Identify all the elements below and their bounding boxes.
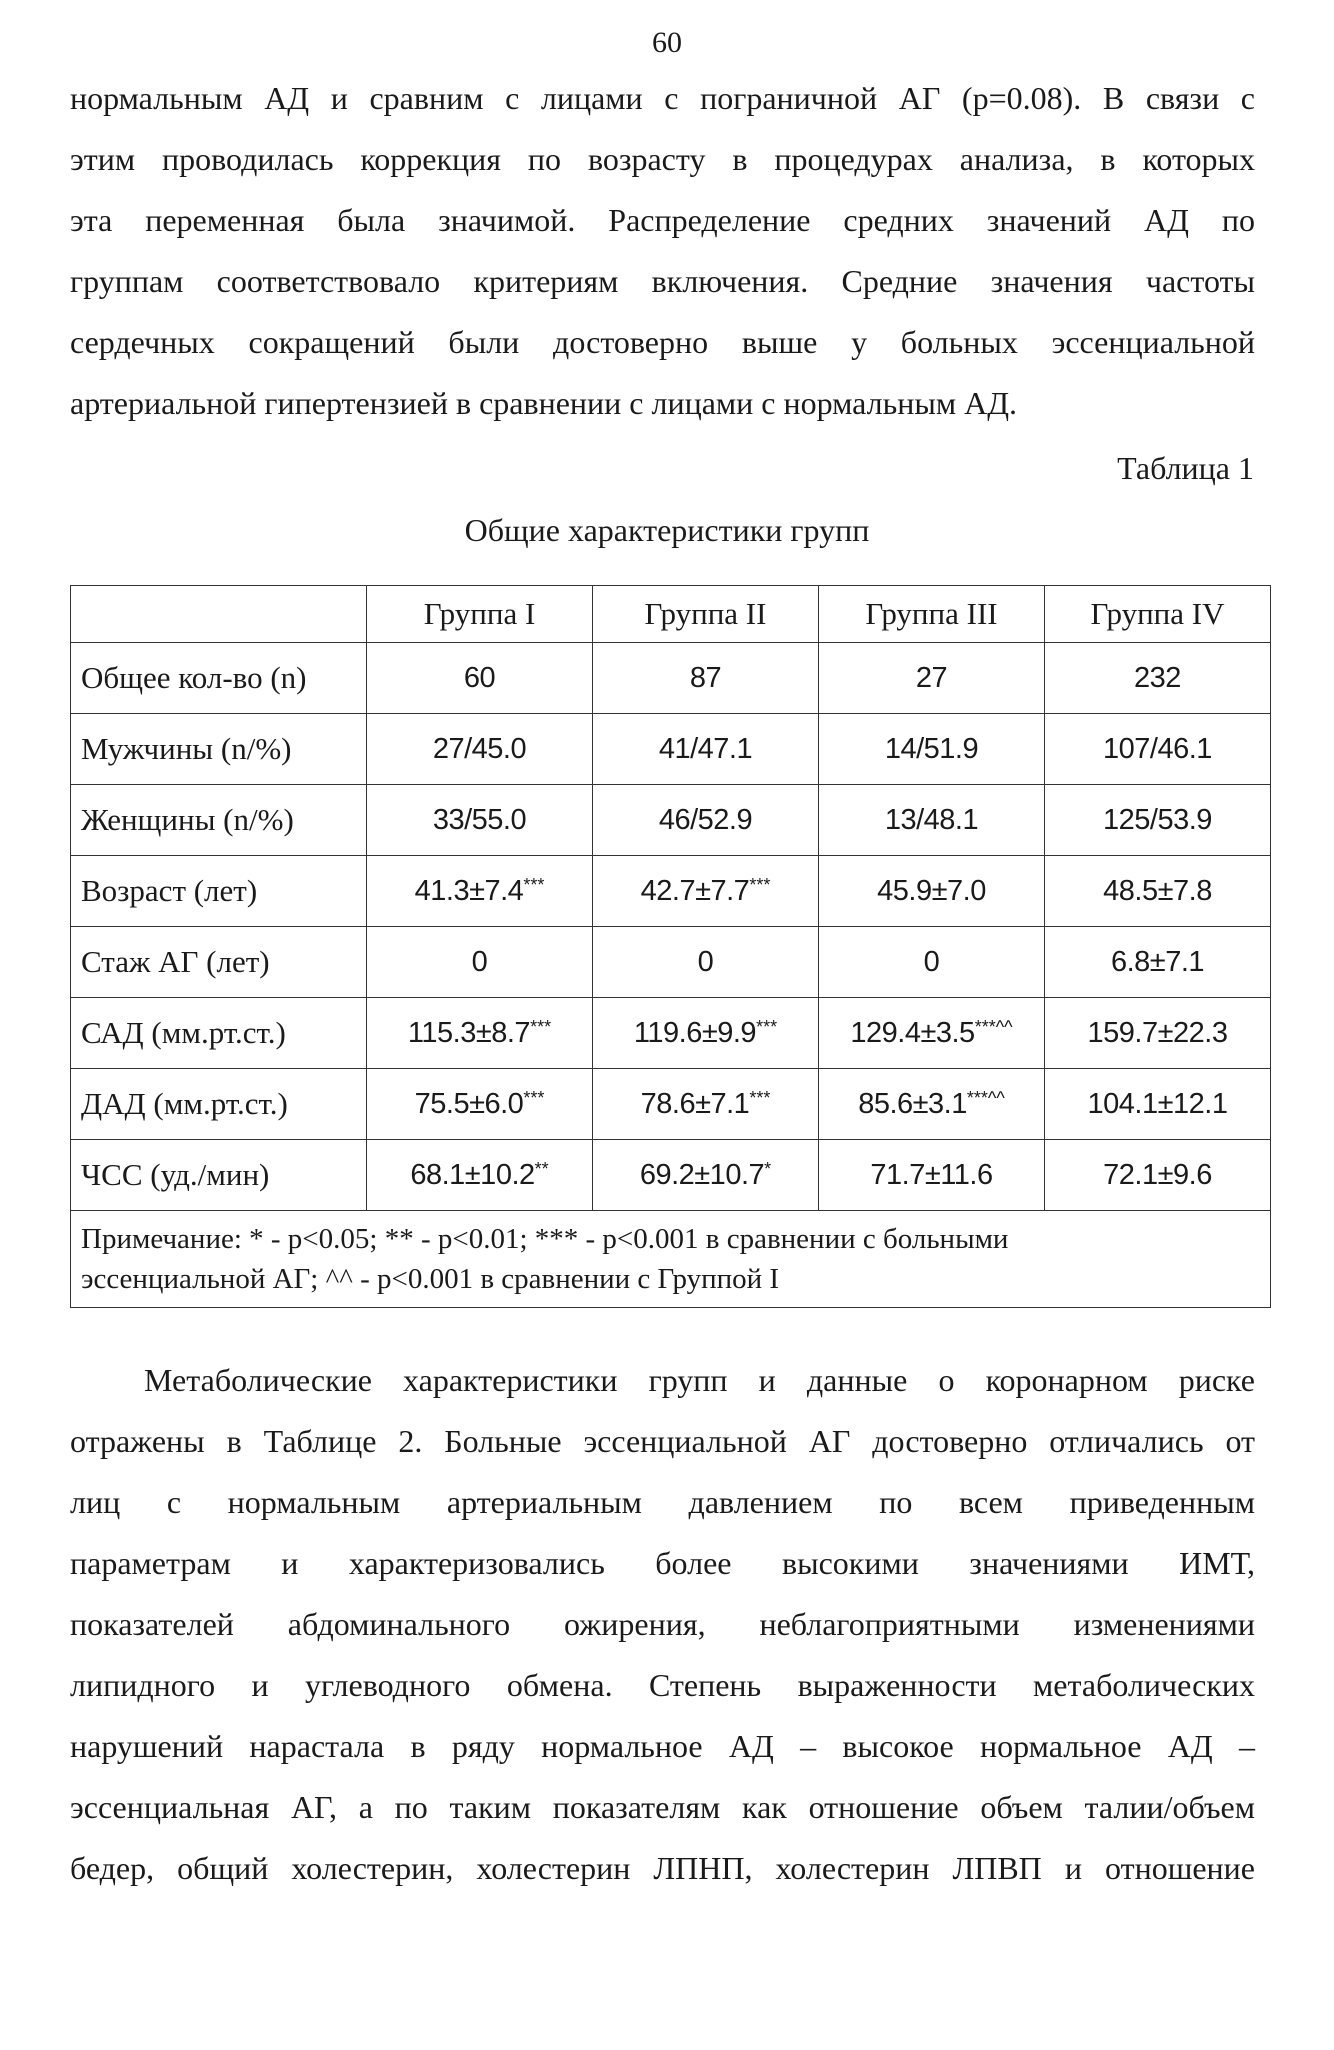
row-label: ДАД (мм.рт.ст.) (71, 1069, 367, 1140)
header-cell: Группа IV (1045, 586, 1271, 643)
significance-mark: *** (530, 1016, 552, 1037)
cell-value: 85.6±3.1 (858, 1087, 967, 1120)
row-label: Стаж АГ (лет) (71, 927, 367, 998)
text-line: эта переменная была значимой. Распределение средних значений АД по (70, 202, 1255, 238)
cell-value: 46/52.9 (658, 803, 753, 836)
table-cell (1045, 856, 1271, 927)
table-cell (1045, 1140, 1271, 1211)
row-label: САД (мм.рт.ст.) (71, 998, 367, 1069)
table-cell (593, 1140, 819, 1211)
table-cell (819, 856, 1045, 927)
table-cell (819, 1069, 1045, 1140)
row-label: Возраст (лет) (71, 856, 367, 927)
table-note (71, 1211, 1271, 1308)
table-cell (819, 1140, 1045, 1211)
table-cell (1045, 785, 1271, 856)
significance-mark: ***^^ (966, 1087, 1005, 1108)
cell-value: 14/51.9 (884, 732, 979, 765)
cell-value: 60 (463, 661, 496, 694)
cell-value: 78.6±7.1 (640, 1087, 750, 1120)
row-label: Женщины (n/%) (71, 785, 367, 856)
table-cell (1045, 1069, 1271, 1140)
cell-value: 119.6±9.9 (633, 1016, 757, 1049)
table-cell (1045, 714, 1271, 785)
significance-mark: *** (749, 1087, 771, 1108)
note-line: Примечание: * - p<0.05; ** - p<0.01; *** - p<0.001 в сравнении с больными (81, 1223, 1009, 1255)
table-cell (367, 927, 593, 998)
cell-value: 125/53.9 (1103, 803, 1212, 836)
table-cell (593, 927, 819, 998)
text-line: этим проводилась коррекция по возрасту в процедурах анализа, в которых (70, 141, 1255, 177)
text-line: нарушений нарастала в ряду нормальное АД – высокое нормальное АД – (70, 1728, 1255, 1764)
significance-mark: *** (749, 874, 771, 895)
table-label: Таблица 1 (1117, 450, 1254, 486)
cell-value: 48.5±7.8 (1103, 874, 1212, 907)
table-row (71, 643, 1271, 714)
table-cell (1045, 927, 1271, 998)
cell-value: 159.7±22.3 (1087, 1016, 1228, 1049)
cell-value: 232 (1134, 661, 1181, 694)
text-line: эссенциальная АГ, а по таким показателям как отношение объем талии/объем (70, 1789, 1255, 1825)
page-number: 60 (652, 26, 682, 59)
significance-mark: *** (523, 874, 545, 895)
table-cell (367, 998, 593, 1069)
cell-value: 72.1±9.6 (1103, 1158, 1212, 1191)
significance-mark: *** (523, 1087, 545, 1108)
table-cell (367, 1069, 593, 1140)
table-cell (593, 785, 819, 856)
cell-value: 33/55.0 (432, 803, 527, 836)
cell-value: 0 (471, 945, 488, 978)
text-line: отражены в Таблице 2. Больные эссенциальной АГ достоверно отличались от (70, 1423, 1255, 1459)
table-row (71, 998, 1271, 1069)
cell-value: 107/46.1 (1103, 732, 1212, 765)
cell-value: 115.3±8.7 (407, 1016, 531, 1049)
significance-mark: ***^^ (974, 1016, 1013, 1037)
table-cell (819, 714, 1045, 785)
row-label: Мужчины (n/%) (71, 714, 367, 785)
text-line: параметрам и характеризовались более высокими значениями ИМТ, (70, 1545, 1255, 1581)
cell-value: 6.8±7.1 (1110, 945, 1205, 978)
cell-value: 42.7±7.7 (640, 874, 750, 907)
cell-value: 71.7±11.6 (870, 1158, 993, 1191)
text-line: лиц с нормальным артериальным давлением по всем приведенным (70, 1484, 1255, 1520)
cell-value: 68.1±10.2 (410, 1158, 535, 1191)
table-row (71, 714, 1271, 785)
header-cell: Группа II (593, 586, 819, 643)
cell-value: 0 (697, 945, 714, 978)
table-row (71, 1069, 1271, 1140)
cell-value: 41.3±7.4 (414, 874, 524, 907)
text-line: нормальным АД и сравним с лицами с пограничной АГ (p=0.08). В связи с (70, 80, 1255, 116)
header-cell (71, 586, 367, 643)
row-label: ЧСС (уд./мин) (71, 1140, 367, 1211)
cell-value: 0 (923, 945, 940, 978)
table-cell (1045, 643, 1271, 714)
table-cell (593, 643, 819, 714)
table-cell (593, 714, 819, 785)
table-row (71, 927, 1271, 998)
cell-value: 87 (689, 661, 722, 694)
table-header-row (71, 586, 1271, 643)
cell-value: 129.4±3.5 (850, 1016, 975, 1049)
row-label: Общее кол-во (n) (71, 643, 367, 714)
header-cell: Группа I (367, 586, 593, 643)
paragraph-metabolic (70, 1350, 1255, 1899)
table-cell (593, 856, 819, 927)
text-line: группам соответствовало критериям включения. Средние значения частоты (70, 263, 1255, 299)
table-cell (819, 998, 1045, 1069)
cell-value: 41/47.1 (658, 732, 753, 765)
cell-value: 104.1±12.1 (1087, 1087, 1228, 1120)
table-cell (367, 643, 593, 714)
significance-mark: ** (534, 1158, 549, 1179)
text-line: бедер, общий холестерин, холестерин ЛПНП, холестерин ЛПВП и отношение (70, 1850, 1255, 1886)
table-cell (367, 856, 593, 927)
table-cell (819, 785, 1045, 856)
cell-value: 13/48.1 (884, 803, 979, 836)
cell-value: 27 (915, 661, 948, 694)
cell-value: 27/45.0 (432, 732, 527, 765)
table-row (71, 856, 1271, 927)
table-cell (1045, 998, 1271, 1069)
paragraph-intro (70, 68, 1255, 434)
table-cell (819, 643, 1045, 714)
table-cell (367, 714, 593, 785)
text-line: Метаболические характеристики групп и данные о коронарном риске (144, 1362, 1255, 1398)
table-row (71, 1140, 1271, 1211)
table-cell (367, 1140, 593, 1211)
cell-value: 45.9±7.0 (877, 874, 986, 907)
table-cell (593, 998, 819, 1069)
group-characteristics-table (70, 585, 1271, 1308)
table-note-row (71, 1211, 1271, 1308)
text-line: сердечных сокращений были достоверно выше у больных эссенциальной (70, 324, 1255, 360)
table-row (71, 785, 1271, 856)
note-line: эссенциальной АГ; ^^ - p<0.001 в сравнении с Группой I (81, 1263, 780, 1295)
table-cell (593, 1069, 819, 1140)
text-line: артериальной гипертензией в сравнении с лицами с нормальным АД. (70, 385, 1018, 421)
cell-value: 75.5±6.0 (414, 1087, 524, 1120)
cell-value: 69.2±10.7 (639, 1158, 765, 1191)
table-title: Общие характеристики групп (464, 512, 870, 548)
table-cell (367, 785, 593, 856)
significance-mark: *** (756, 1016, 778, 1037)
significance-mark: * (764, 1158, 772, 1179)
text-line: показателей абдоминального ожирения, неблагоприятными изменениями (70, 1606, 1255, 1642)
header-cell: Группа III (819, 586, 1045, 643)
text-line: липидного и углеводного обмена. Степень выраженности метаболических (70, 1667, 1255, 1703)
table-cell (819, 927, 1045, 998)
